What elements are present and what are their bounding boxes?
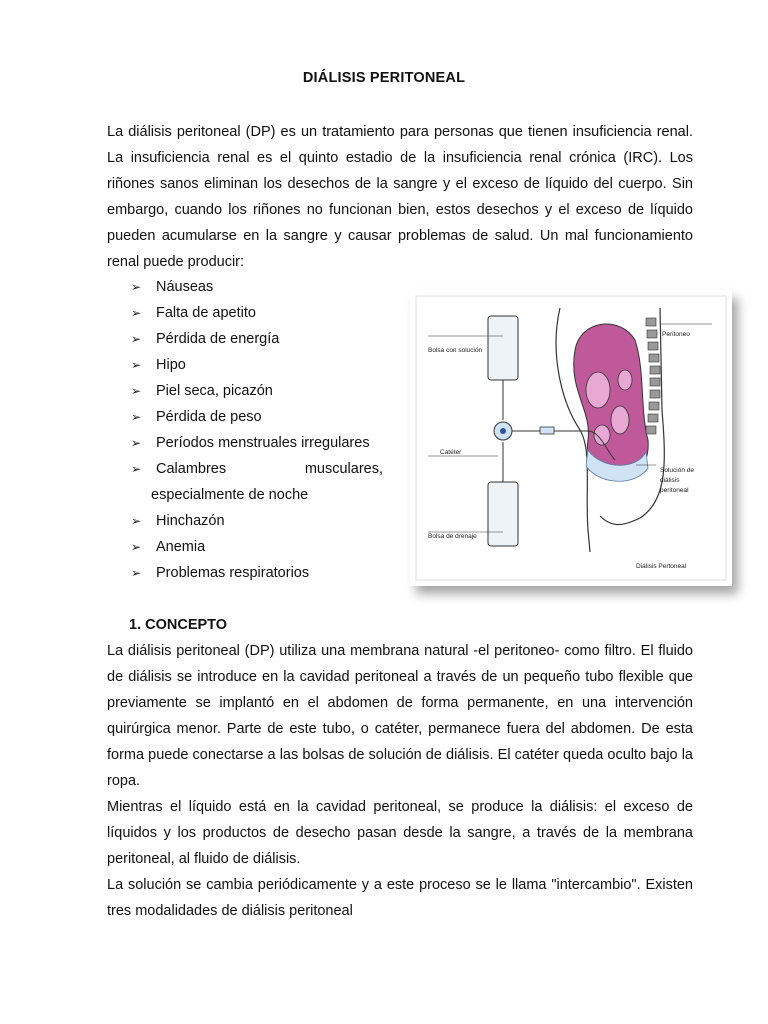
concept-text (107, 638, 693, 924)
label-solution-line1: Solución de (660, 467, 694, 474)
label-solution-line3: peritoneal (660, 487, 689, 494)
list-item: ➢ Hinchazón (131, 508, 391, 534)
concept-paragraph: La solución se cambia periódicamente y a este proceso se le llama "intercambio". Existen tres modalidades de diálisis peritoneal (107, 877, 693, 919)
label-catheter: Catéter (440, 449, 462, 456)
arrow-bullet-icon: ➢ (131, 514, 142, 528)
arrow-bullet-icon: ➢ (131, 540, 142, 554)
list-item: ➢ Calambres musculares, (131, 456, 391, 482)
label-peritoneum: Peritoneo (662, 331, 690, 338)
figure-caption: Diálisis Pertoneal (636, 563, 687, 570)
arrow-bullet-icon: ➢ (131, 332, 142, 346)
arrow-bullet-icon: ➢ (131, 436, 142, 450)
intro-paragraph: La diálisis peritoneal (DP) es un tratamiento para personas que tienen insuficiencia renal. La insuficiencia renal es el quinto estadio de la insuficiencia renal crónica (IRC). Los riñones sanos eliminan los desechos de la sangre y el exceso de líquido del cuerpo. Sin embargo, cuando los riñones no funcionan bien, estos desechos y el exceso de líquido pueden acumularse en la sangre y causar problemas de salud. Un mal funcionamiento renal puede producir: (107, 124, 693, 270)
arrow-bullet-icon: ➢ (131, 280, 142, 294)
label-solution-line2: diálisis (660, 477, 680, 484)
arrow-bullet-icon: ➢ (131, 384, 142, 398)
arrow-bullet-icon: ➢ (131, 306, 142, 320)
list-item: ➢ Falta de apetito (131, 300, 391, 326)
label-bag-solution: Bolsa con solución (428, 347, 483, 354)
dialysis-diagram (410, 290, 732, 586)
arrow-bullet-icon: ➢ (131, 462, 142, 476)
list-item: ➢ Náuseas (131, 274, 391, 300)
list-item: ➢ Períodos menstruales irregulares (131, 430, 391, 456)
list-item: ➢ Anemia (131, 534, 391, 560)
list-item: ➢ Hipo (131, 352, 391, 378)
arrow-bullet-icon: ➢ (131, 566, 142, 580)
concept-paragraph: La diálisis peritoneal (DP) utiliza una membrana natural -el peritoneo- como filtro. El fluido de diálisis se introduce en la cavidad peritoneal a través de un pequeño tubo flexible que previamente se implantó en el abdomen de forma permanente, en una intervención quirúrgica menor. Parte de este tubo, o catéter, permanece fuera del abdomen. De esta forma puede conectarse a las bolsas de solución de diálisis. El catéter queda oculto bajo la ropa. (107, 643, 693, 789)
list-item: ➢ Problemas respiratorios (131, 560, 391, 586)
list-item: ➢ Pérdida de energía (131, 326, 391, 352)
arrow-bullet-icon: ➢ (131, 410, 142, 424)
label-bag-drain: Bolsa de drenaje (428, 533, 477, 540)
list-item: ➢ Pérdida de peso (131, 404, 391, 430)
arrow-bullet-icon: ➢ (131, 358, 142, 372)
concept-paragraph: Mientras el líquido está en la cavidad peritoneal, se produce la diálisis: el exceso de líquidos y los productos de desecho pasan desde la sangre, a través de la membrana peritoneal, al fluido de diálisis. (107, 799, 693, 867)
list-item: ➢ Piel seca, picazón (131, 378, 391, 404)
symptom-list (131, 274, 391, 586)
dialysis-diagram-svg (410, 290, 732, 586)
list-item-continuation: especialmente de noche (151, 487, 309, 503)
document-title: DIÁLISIS PERITONEAL (302, 70, 466, 86)
section-heading-concepto: 1. CONCEPTO (129, 617, 228, 633)
